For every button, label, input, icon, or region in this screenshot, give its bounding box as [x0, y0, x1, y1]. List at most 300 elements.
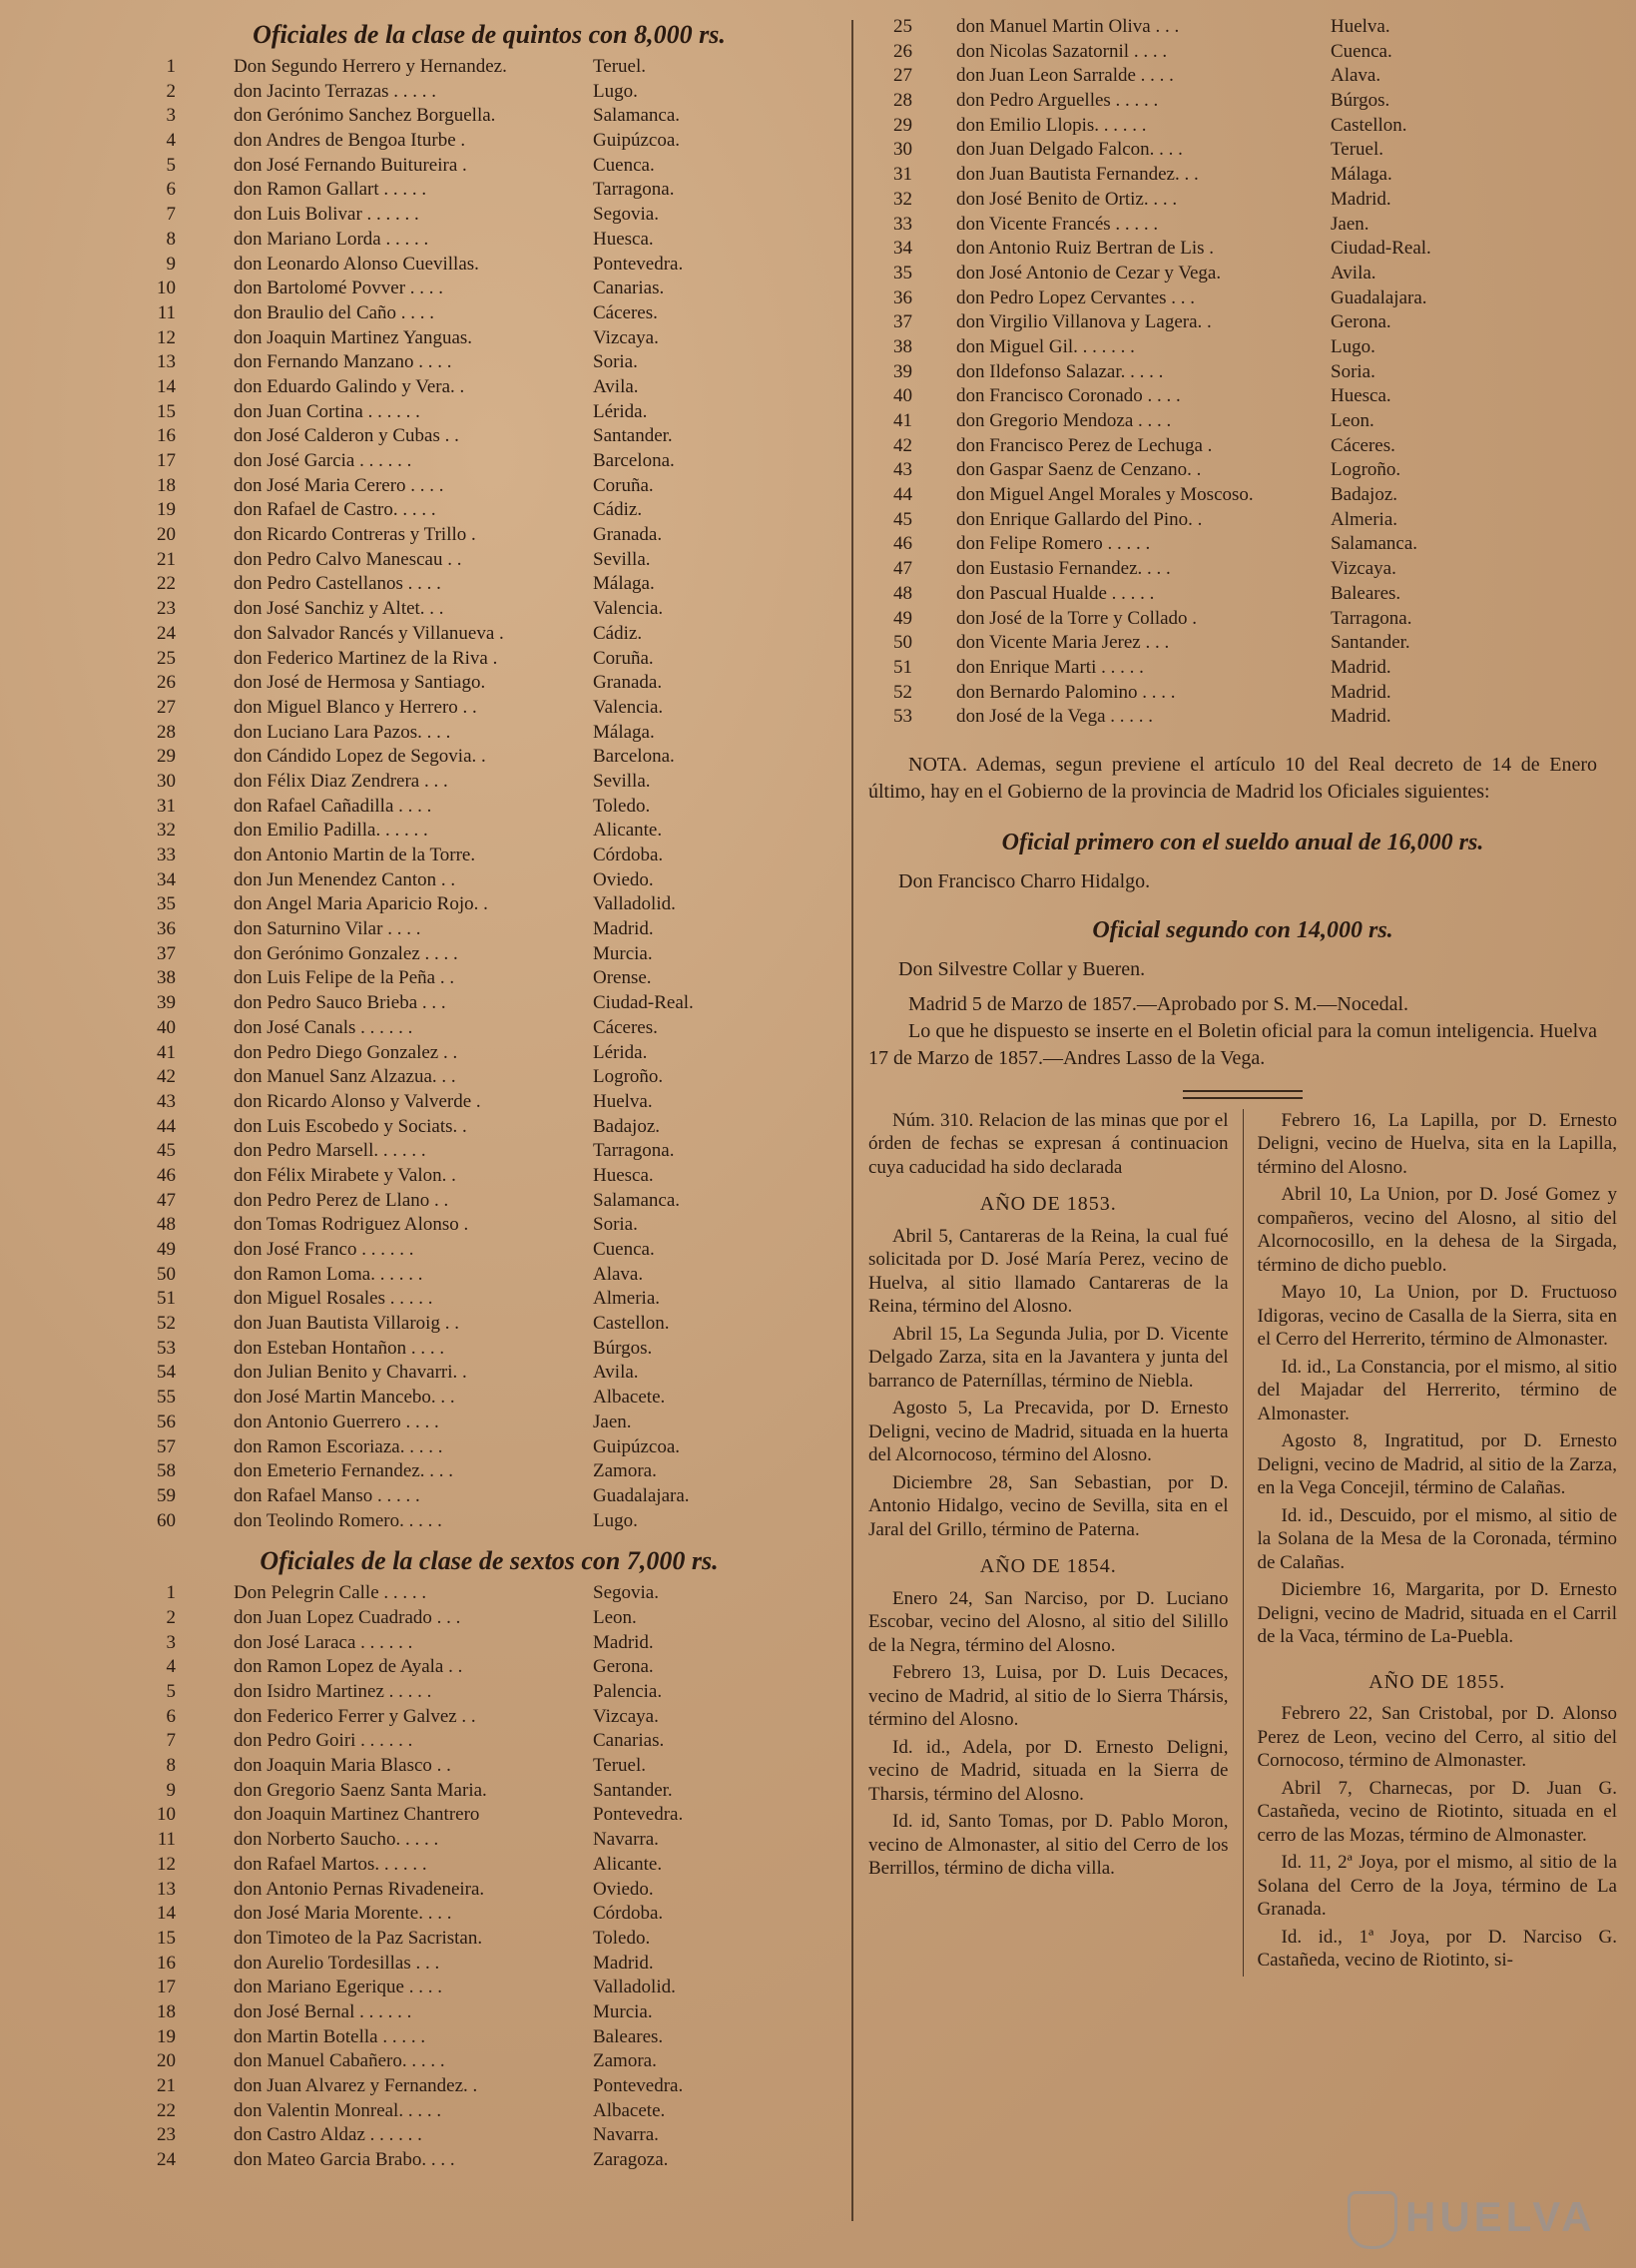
row-number: 36	[157, 918, 176, 940]
row-number: 45	[893, 508, 912, 530]
roster-row	[140, 1828, 838, 1853]
roster-row	[140, 1680, 838, 1705]
roster-row	[868, 40, 1617, 65]
row-number: 15	[157, 1927, 176, 1949]
province-name: Soria.	[593, 351, 638, 373]
province-name: Santander.	[593, 1779, 673, 1801]
province-name: Murcia.	[593, 2000, 653, 2022]
roster-row	[140, 597, 838, 622]
province-name: Baleares.	[1331, 582, 1401, 604]
officer-name: don Pedro Marsell. . . . . .	[234, 1140, 426, 1162]
province-name: Vizcaya.	[593, 326, 659, 348]
officer-name: don Miguel Rosales . . . . .	[234, 1288, 433, 1310]
roster-row	[140, 1312, 838, 1337]
row-number: 43	[893, 459, 912, 481]
province-name: Badajoz.	[593, 1115, 661, 1137]
province-name: Tarragona.	[593, 1140, 675, 1162]
roster-row	[868, 582, 1617, 607]
roster-row	[140, 1878, 838, 1903]
province-name: Coruña.	[593, 474, 654, 496]
province-name: Albacete.	[593, 2099, 666, 2121]
mine-entry: Id. id., 1ª Joya, por D. Narciso G. Castañeda, vecino de Riotinto, si-	[1257, 1926, 1617, 1972]
roster-row	[868, 409, 1617, 434]
roster-row	[140, 1287, 838, 1312]
roster-row	[140, 1361, 838, 1386]
roster-row	[140, 844, 838, 868]
province-name: Zaragoza.	[593, 2149, 669, 2171]
row-number: 25	[157, 647, 176, 669]
officer-name: don Miguel Gil. . . . . . .	[956, 335, 1135, 357]
province-name: Soria.	[1331, 360, 1375, 382]
row-number: 47	[893, 558, 912, 580]
officer-name: don Enrique Gallardo del Pino. .	[956, 508, 1203, 530]
province-name: Alava.	[1331, 65, 1381, 87]
officer-name: don Miguel Angel Morales y Moscoso.	[956, 484, 1254, 506]
officer-name: don Ramon Loma. . . . . .	[234, 1263, 423, 1285]
province-name: Valladolid.	[593, 893, 676, 915]
mine-entry: Id. 11, 2ª Joya, por el mismo, al sitio de la Solana del Cerro de la Joya, término de La Granada.	[1257, 1852, 1617, 1921]
officer-name: don Mateo Garcia Brabo. . . .	[234, 2149, 455, 2171]
province-name: Lugo.	[593, 80, 638, 102]
roster-row	[140, 80, 838, 105]
row-number: 32	[893, 188, 912, 210]
province-name: Búrgos.	[1331, 90, 1390, 112]
officer-name: don Timoteo de la Paz Sacristan.	[234, 1927, 483, 1949]
province-name: Logroño.	[1331, 459, 1401, 481]
row-number: 29	[893, 114, 912, 136]
province-name: Tarragona.	[593, 179, 675, 201]
row-number: 50	[157, 1263, 176, 1285]
row-number: 27	[157, 696, 176, 718]
province-name: Granada.	[593, 524, 663, 546]
officer-name: don Jun Menendez Canton . .	[234, 868, 456, 890]
roster-row	[868, 163, 1617, 188]
mine-entry: Agosto 5, La Precavida, por D. Ernesto Deligni, vecino de Madrid, situada en la huerta del Alcornocoso, término del Alosno.	[868, 1398, 1229, 1466]
province-name: Cádiz.	[593, 499, 643, 521]
province-name: Barcelona.	[593, 450, 675, 471]
closing-line: Lo que he dispuesto se inserte en el Boletin oficial para la comun inteligencia. Huelva 17 de Marzo de 1857.—Andres Lasso de la Vega.	[868, 1019, 1597, 1069]
province-name: Salamanca.	[593, 1189, 681, 1211]
province-name: Madrid.	[1331, 706, 1391, 728]
roster-row	[868, 656, 1617, 681]
officer-name: don Tomas Rodriguez Alonso .	[234, 1214, 469, 1236]
roster-row	[140, 1065, 838, 1090]
roster-row	[140, 449, 838, 474]
officer-name: don Rafael Manso . . . . .	[234, 1484, 420, 1506]
roster-row	[868, 138, 1617, 163]
officer-name: don Eduardo Galindo y Vera. .	[234, 375, 465, 397]
roster-row	[140, 55, 838, 80]
roster-row	[140, 942, 838, 967]
roster-row	[140, 203, 838, 228]
province-name: Madrid.	[593, 1631, 654, 1653]
officer-name: don Antonio Martin de la Torre.	[234, 845, 476, 865]
officer-name: don Julian Benito y Chavarri. .	[234, 1362, 467, 1384]
officer-name: don José Laraca . . . . . .	[234, 1631, 413, 1653]
roster-row	[868, 483, 1617, 508]
row-number: 13	[157, 1878, 176, 1900]
left-column	[140, 15, 838, 2173]
roster-row	[140, 301, 838, 326]
roster-row	[140, 228, 838, 253]
officer-name: don Pascual Hualde . . . . .	[956, 582, 1155, 604]
mine-entry: Febrero 13, Luisa, por D. Luis Decaces, vecino de Madrid, al sitio de lo Sierra Thársis, término del Alosno.	[868, 1662, 1229, 1731]
province-name: Valladolid.	[593, 1977, 676, 1998]
province-name: Vizcaya.	[1331, 558, 1396, 580]
entries-1855	[1258, 1702, 1618, 1973]
row-number: 25	[893, 16, 912, 37]
row-number: 60	[157, 1509, 176, 1531]
province-name: Palencia.	[593, 1681, 663, 1702]
province-name: Tarragona.	[1331, 607, 1412, 629]
oficial-segundo-name: Don Silvestre Collar y Bueren.	[898, 957, 1146, 980]
roster-row	[140, 400, 838, 425]
nota-paragraph: NOTA. Ademas, segun previene el artículo 10 del Real decreto de 14 de Enero último, hay en el Gobierno de la provincia de Madrid los Oficiales siguientes:	[868, 753, 1597, 803]
row-number: 59	[157, 1484, 176, 1506]
province-name: Navarra.	[593, 2124, 659, 2146]
mine-entry: Agosto 8, Ingratitud, por D. Ernesto Deligni, vecino de Madrid, al sitio de la Zarza, en la Vega Concejil, término de Calañas.	[1257, 1430, 1617, 1499]
roster-row	[868, 262, 1617, 286]
province-name: Cuenca.	[593, 1239, 655, 1260]
roster-row	[140, 696, 838, 721]
row-number: 7	[166, 204, 176, 226]
province-name: Coruña.	[593, 647, 654, 669]
column-divider	[851, 20, 853, 2221]
province-name: Málaga.	[1331, 164, 1392, 186]
province-name: Sevilla.	[593, 770, 651, 792]
oficial-primero-heading: Oficial primero con el sueldo anual de 16,000 rs.	[1001, 829, 1484, 855]
province-name: Almeria.	[1331, 508, 1398, 530]
roster-row	[140, 498, 838, 523]
roster-row	[140, 1435, 838, 1460]
row-number: 1	[166, 56, 176, 77]
row-number: 12	[157, 326, 176, 348]
province-name: Madrid.	[1331, 656, 1391, 678]
roster-row	[140, 1189, 838, 1214]
province-name: Teruel.	[593, 1755, 647, 1777]
roster-row	[868, 188, 1617, 213]
province-name: Huelva.	[1331, 16, 1390, 37]
province-name: Madrid.	[1331, 188, 1391, 210]
section2-heading: Oficiales de la clase de sextos con 7,000 rs.	[260, 1546, 719, 1576]
roster-row	[140, 1902, 838, 1927]
province-name: Lugo.	[1331, 335, 1375, 357]
province-name: Cáceres.	[593, 1016, 658, 1038]
row-number: 33	[893, 213, 912, 235]
officer-name: don Virgilio Villanova y Lagera. .	[956, 311, 1212, 333]
officer-name: don José Maria Cerero . . . .	[234, 474, 444, 496]
province-name: Cádiz.	[593, 622, 643, 644]
roster-row	[868, 384, 1617, 409]
row-number: 17	[157, 1977, 176, 1998]
roster-row	[140, 1115, 838, 1140]
row-number: 53	[893, 706, 912, 728]
officer-name: don Juan Delgado Falcon. . . .	[956, 139, 1183, 161]
row-number: 44	[157, 1115, 176, 1137]
row-number: 50	[893, 632, 912, 654]
row-number: 34	[893, 238, 912, 260]
row-number: 5	[166, 1681, 176, 1702]
province-name: Búrgos.	[593, 1337, 653, 1359]
roster-row	[140, 1853, 838, 1878]
officer-name: don Fernando Manzano . . . .	[234, 351, 452, 373]
row-number: 42	[157, 1066, 176, 1088]
roster-row	[868, 508, 1617, 533]
row-number: 8	[166, 1755, 176, 1777]
province-name: Zamora.	[593, 1460, 657, 1482]
province-name: Santander.	[593, 425, 673, 447]
officer-name: don Antonio Pernas Rivadeneira.	[234, 1878, 485, 1900]
officer-name: don Luis Felipe de la Peña . .	[234, 967, 455, 989]
row-number: 40	[893, 385, 912, 407]
row-number: 58	[157, 1460, 176, 1482]
roster-row	[868, 607, 1617, 632]
officer-name: don Gerónimo Gonzalez . . . .	[234, 942, 458, 964]
roster-row	[140, 1952, 838, 1977]
province-name: Granada.	[593, 672, 663, 694]
officer-name: don Ramon Escoriaza. . . . .	[234, 1435, 443, 1457]
province-name: Barcelona.	[593, 746, 675, 768]
officer-name: don Ricardo Alonso y Valverde .	[234, 1090, 481, 1112]
row-number: 41	[157, 1041, 176, 1063]
row-number: 17	[157, 450, 176, 471]
officer-name: don Pedro Sauco Brieba . . .	[234, 992, 446, 1014]
officer-name: don Valentin Monreal. . . . .	[234, 2099, 442, 2121]
officer-name: don Miguel Blanco y Herrero . .	[234, 696, 477, 718]
roster-row	[140, 1729, 838, 1754]
roster-row	[140, 671, 838, 696]
roster-row	[868, 631, 1617, 656]
province-name: Leon.	[1331, 410, 1374, 431]
roster-row	[140, 178, 838, 203]
officer-name: don José Fernando Buitureira .	[234, 154, 467, 176]
roster-row	[140, 1459, 838, 1484]
roster-row	[140, 1631, 838, 1656]
row-number: 35	[893, 262, 912, 284]
officer-name: don Norberto Saucho. . . . .	[234, 1829, 439, 1851]
officer-name: don José de Hermosa y Santiago.	[234, 672, 486, 694]
roster-row	[868, 286, 1617, 311]
roster-row	[868, 15, 1617, 40]
province-name: Zamora.	[593, 2050, 657, 2072]
officer-name: don Pedro Lopez Cervantes . . .	[956, 286, 1196, 308]
roster-row	[868, 335, 1617, 360]
officer-name: don Bartolomé Povver . . . .	[234, 278, 444, 299]
roster-row	[140, 154, 838, 179]
province-name: Vizcaya.	[593, 1705, 659, 1727]
province-name: Soria.	[593, 1214, 638, 1236]
officer-name: don Joaquin Martinez Chantrero	[234, 1804, 480, 1826]
officer-name: don Felipe Romero . . . . .	[956, 533, 1151, 555]
officer-name: don Martin Botella . . . . .	[234, 2025, 426, 2047]
roster-row	[140, 1041, 838, 1066]
library-watermark	[1348, 2191, 1595, 2249]
entries-1854	[868, 1587, 1229, 1881]
officer-name: don Luis Bolivar . . . . . .	[234, 204, 419, 226]
officer-name: don Emilio Llopis. . . . . .	[956, 114, 1147, 136]
officer-name: don Juan Lopez Cuadrado . . .	[234, 1606, 461, 1628]
officer-name: don Teolindo Romero. . . . .	[234, 1509, 442, 1531]
officer-name: don Jacinto Terrazas . . . . .	[234, 80, 437, 102]
row-number: 11	[157, 301, 176, 323]
row-number: 24	[157, 2149, 176, 2171]
row-number: 41	[893, 410, 912, 431]
row-number: 38	[893, 335, 912, 357]
roster-row	[140, 1779, 838, 1804]
officer-name: don Manuel Cabañero. . . . .	[234, 2050, 445, 2072]
roster-row	[140, 2123, 838, 2148]
officer-name: don Bernardo Palomino . . . .	[956, 681, 1176, 703]
officer-name: don Enrique Marti . . . . .	[956, 656, 1144, 678]
year-heading-1855: AÑO DE 1855.	[1368, 1670, 1506, 1693]
roster-row	[140, 2025, 838, 2050]
roster-row	[140, 917, 838, 942]
officer-name: don José Garcia . . . . . .	[234, 450, 412, 471]
officer-name: don José Sanchiz y Altet. . .	[234, 598, 444, 620]
province-name: Ciudad-Real.	[1331, 238, 1431, 260]
officer-name: don Pedro Arguelles . . . . .	[956, 90, 1159, 112]
officer-name: don Federico Martinez de la Riva .	[234, 647, 498, 669]
roster-row	[140, 424, 838, 449]
row-number: 40	[157, 1016, 176, 1038]
province-name: Ciudad-Real.	[593, 992, 694, 1014]
province-name: Jaen.	[1331, 213, 1369, 235]
roster-row	[140, 892, 838, 917]
row-number: 3	[166, 1631, 176, 1653]
province-name: Murcia.	[593, 942, 653, 964]
officer-name: don Eustasio Fernandez. . . .	[956, 558, 1171, 580]
province-name: Pontevedra.	[593, 1804, 684, 1826]
roster-row	[868, 434, 1617, 459]
officer-name: don Juan Bautista Villaroig . .	[234, 1313, 459, 1335]
province-name: Guadalajara.	[593, 1484, 690, 1506]
officer-name: don José Calderon y Cubas . .	[234, 425, 459, 447]
roster-row	[868, 705, 1617, 730]
section-rule	[1183, 1090, 1303, 1099]
row-number: 2	[166, 80, 176, 102]
row-number: 7	[166, 1730, 176, 1752]
officer-name: don Ramon Gallart . . . . .	[234, 179, 427, 201]
row-number: 39	[893, 360, 912, 382]
row-number: 37	[157, 942, 176, 964]
officer-name: don Pedro Castellanos . . . .	[234, 573, 441, 595]
row-number: 18	[157, 474, 176, 496]
province-name: Teruel.	[1331, 139, 1384, 161]
officer-name: don José de la Torre y Collado .	[956, 607, 1198, 629]
row-number: 37	[893, 311, 912, 333]
roster-row	[140, 1484, 838, 1509]
row-number: 18	[157, 2000, 176, 2022]
mine-entry: Enero 24, San Narciso, por D. Luciano Escobar, vecino del Alosno, al sitio del Silillo de la Negra, término del Alosno.	[868, 1587, 1229, 1656]
province-name: Cáceres.	[1331, 434, 1395, 456]
province-name: Albacete.	[593, 1387, 666, 1409]
row-number: 26	[157, 672, 176, 694]
roster-row	[140, 2049, 838, 2074]
roster-row	[140, 523, 838, 548]
row-number: 45	[157, 1140, 176, 1162]
roster-row	[140, 1581, 838, 1606]
row-number: 15	[157, 400, 176, 422]
row-number: 47	[157, 1189, 176, 1211]
officer-name: don Pedro Diego Gonzalez . .	[234, 1041, 458, 1063]
province-name: Toledo.	[593, 795, 651, 817]
roster-row	[868, 458, 1617, 483]
row-number: 21	[157, 2075, 176, 2096]
row-number: 22	[157, 573, 176, 595]
row-number: 13	[157, 351, 176, 373]
mines-intro: Núm. 310. Relacion de las minas que por el órden de fechas se expresan á continuacion cuya caducidad ha sido declarada	[868, 1109, 1229, 1178]
row-number: 52	[157, 1313, 176, 1335]
roster-row	[140, 622, 838, 647]
roster-row	[140, 2074, 838, 2099]
row-number: 6	[166, 1705, 176, 1727]
roster-row	[140, 1016, 838, 1041]
officer-name: don Gregorio Saenz Santa Maria.	[234, 1779, 487, 1801]
roster-row	[140, 966, 838, 991]
row-number: 51	[893, 656, 912, 678]
officer-name: don Gaspar Saenz de Cenzano. .	[956, 459, 1202, 481]
province-name: Salamanca.	[593, 105, 681, 127]
row-number: 56	[157, 1411, 176, 1432]
officer-name: don José Antonio de Cezar y Vega.	[956, 262, 1222, 284]
row-number: 29	[157, 746, 176, 768]
officer-name: don Antonio Guerrero . . . .	[234, 1411, 439, 1432]
row-number: 43	[157, 1090, 176, 1112]
watermark-text: HUELVA	[1405, 2193, 1596, 2241]
officer-name: don Juan Alvarez y Fernandez. .	[234, 2075, 478, 2096]
officer-name: don Salvador Rancés y Villanueva .	[234, 622, 504, 644]
province-name: Avila.	[1331, 262, 1376, 284]
officer-name: don Mariano Lorda . . . . .	[234, 228, 429, 250]
row-number: 6	[166, 179, 176, 201]
sextos-roster-continued	[868, 15, 1617, 730]
row-number: 20	[157, 524, 176, 546]
province-name: Oviedo.	[593, 1878, 654, 1900]
province-name: Alava.	[593, 1263, 644, 1285]
row-number: 30	[893, 139, 912, 161]
province-name: Alicante.	[593, 820, 663, 842]
mine-entry: Id. id., La Constancia, por el mismo, al sitio del Majadar del Herrerito, término de Almonaster.	[1257, 1356, 1617, 1424]
province-name: Toledo.	[593, 1927, 651, 1949]
officer-name: don Leonardo Alonso Cuevillas.	[234, 253, 479, 275]
officer-name: don José Canals . . . . . .	[234, 1016, 413, 1038]
mine-entry: Id. id., Adela, por D. Ernesto Deligni, vecino de Madrid, situada en la Sierra de Tharsis, término del Alosno.	[868, 1736, 1229, 1805]
mine-entry: Abril 7, Charnecas, por D. Juan G. Castañeda, vecino de Riotinto, situada en el cerro de las Mozas, término de Almonaster.	[1257, 1777, 1617, 1846]
province-name: Oviedo.	[593, 868, 654, 890]
province-name: Gerona.	[1331, 311, 1391, 333]
roster-row	[868, 114, 1617, 139]
roster-row	[140, 2148, 838, 2173]
row-number: 19	[157, 2025, 176, 2047]
province-name: Avila.	[593, 375, 639, 397]
roster-row	[140, 350, 838, 375]
oficial-segundo-heading: Oficial segundo con 14,000 rs.	[1092, 916, 1393, 943]
roster-row	[140, 795, 838, 820]
roster-row	[140, 1976, 838, 2000]
province-name: Lérida.	[593, 400, 648, 422]
officer-name: don José Maria Morente. . . .	[234, 1903, 452, 1925]
province-name: Sevilla.	[593, 548, 651, 570]
roster-row	[140, 1754, 838, 1779]
province-name: Lugo.	[593, 1509, 638, 1531]
officer-name: don Federico Ferrer y Galvez . .	[234, 1705, 476, 1727]
officer-name: don Emeterio Fernandez. . . .	[234, 1460, 454, 1482]
row-number: 23	[157, 598, 176, 620]
sextos-roster	[140, 1581, 838, 2173]
officer-name: don Isidro Martinez . . . . .	[234, 1681, 432, 1702]
province-name: Málaga.	[593, 721, 655, 743]
row-number: 12	[157, 1853, 176, 1875]
